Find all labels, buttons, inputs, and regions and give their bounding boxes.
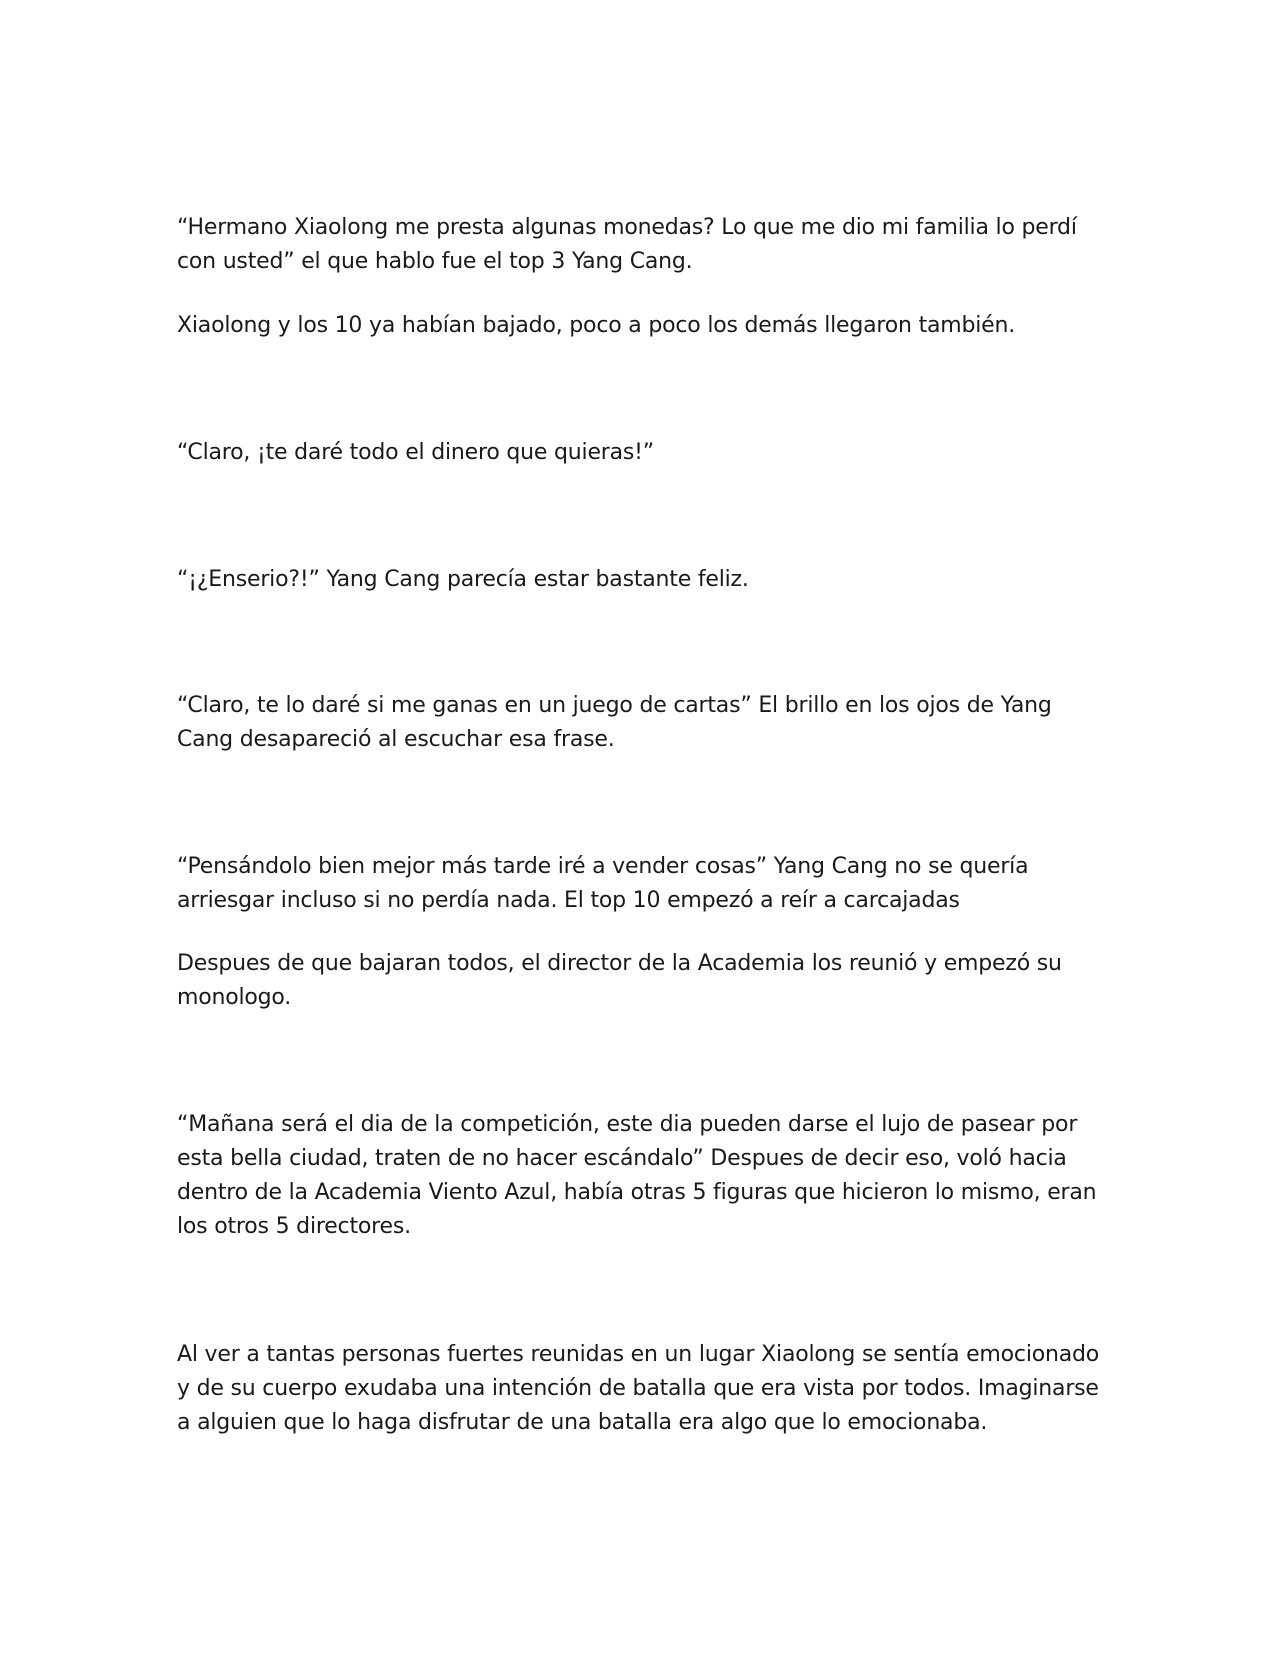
paragraph: Xiaolong y los 10 ya habían bajado, poco a poco los demás llegaron también. (177, 313, 1016, 338)
paragraph: “Mañana será el dia de la competición, este dia pueden darse el lujo de pasear por esta bella ciudad, traten de no hacer escándalo” Despues de decir eso, voló hacia dentro de la Academia Viento Azul, había otras 5 figuras que hicieron lo mismo, eran los otros 5 directores. (177, 1112, 1097, 1239)
paragraph: “Claro, ¡te daré todo el dinero que quieras!” (177, 440, 654, 465)
paragraph: Despues de que bajaran todos, el director de la Academia los reunió y empezó su monologo. (177, 951, 1062, 1010)
paragraph: “Claro, te lo daré si me ganas en un juego de cartas” El brillo en los ojos de Yang Cang desapareció al escuchar esa frase. (177, 693, 1052, 752)
paragraph: “Hermano Xiaolong me presta algunas monedas? Lo que me dio mi familia lo perdí con usted” el que hablo fue el top 3 Yang Cang. (177, 215, 1077, 274)
paragraph: “Pensándolo bien mejor más tarde iré a vender cosas” Yang Cang no se quería arriesgar incluso si no perdía nada. El top 10 empezó a reír a carcajadas (177, 854, 1029, 913)
paragraph: Al ver a tantas personas fuertes reunidas en un lugar Xiaolong se sentía emocionado y de su cuerpo exudaba una intención de batalla que era vista por todos. Imaginarse a alguien que lo haga disfrutar de una batalla era algo que lo emocionaba. (177, 1342, 1100, 1435)
paragraph: “¡¿Enserio?!” Yang Cang parecía estar bastante feliz. (177, 567, 749, 592)
